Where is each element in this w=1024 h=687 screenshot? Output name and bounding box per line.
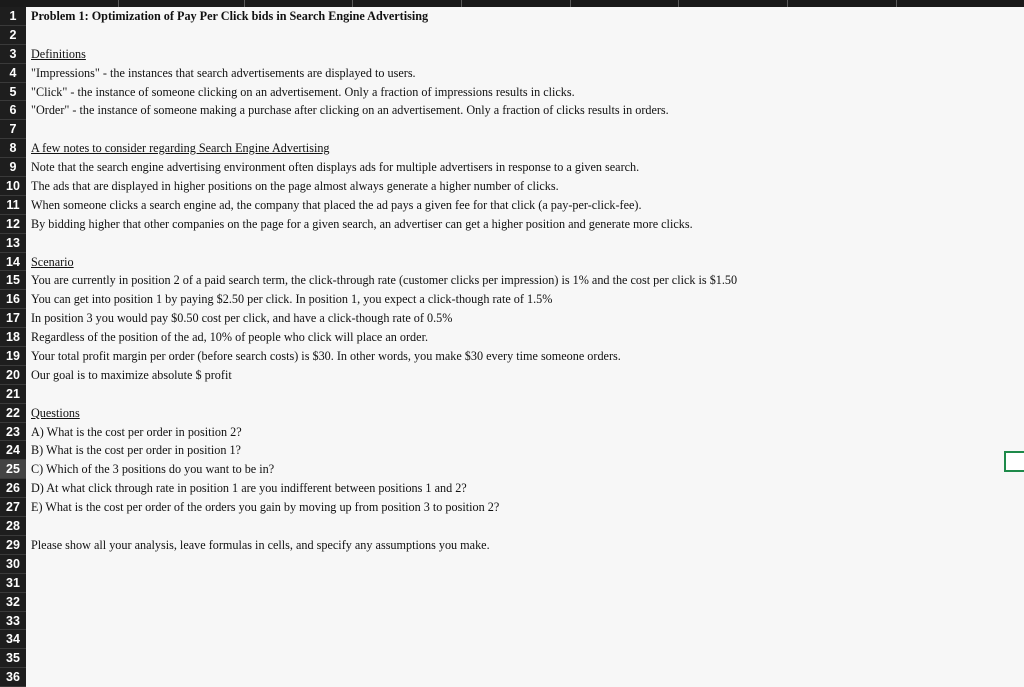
cell-a11[interactable]: When someone clicks a search engine ad, the company that placed the ad pays a given fee for that click (a pay-per-click-fee). [31,197,642,212]
cell-a10[interactable]: The ads that are displayed in higher positions on the page almost always generate a higher number of clicks. [31,179,559,194]
cell-a20[interactable]: Our goal is to maximize absolute $ profit [31,367,232,382]
row-number[interactable]: 27 [0,498,26,517]
sheet-row [0,385,1024,404]
cell-a31[interactable] [31,574,1024,593]
sheet-row [0,83,1024,102]
row-number[interactable]: 1 [0,7,26,26]
row-number[interactable]: 26 [0,479,26,498]
sheet-row [0,649,1024,668]
row-number[interactable]: 4 [0,64,26,83]
row-number[interactable]: 22 [0,404,26,423]
cell-a8[interactable]: A few notes to consider regarding Search Engine Advertising [31,141,330,156]
row-number[interactable]: 12 [0,215,26,234]
sheet-row [0,64,1024,83]
cell-a12[interactable]: By bidding higher that other companies on the page for a given search, an advertiser can get a higher position and generate more clicks. [31,216,693,231]
row-number[interactable]: 5 [0,83,26,102]
row-number[interactable]: 21 [0,385,26,404]
cell-a5[interactable]: "Click" - the instance of someone clicking on an advertisement. Only a fraction of impressions results in clicks. [31,84,575,99]
sheet-row [0,177,1024,196]
cell-a27[interactable]: E) What is the cost per order of the orders you gain by moving up from position 3 to position 2? [31,500,500,515]
row-number[interactable]: 32 [0,593,26,612]
row-number[interactable]: 28 [0,517,26,536]
row-number[interactable]: 18 [0,328,26,347]
row-number[interactable]: 13 [0,234,26,253]
sheet-row [0,404,1024,423]
cell-a1[interactable]: Problem 1: Optimization of Pay Per Click bids in Search Engine Advertising [31,9,429,23]
cell-a19[interactable]: Your total profit margin per order (before search costs) is $30. In other words, you make $30 every time someone orders. [31,349,621,364]
row-number[interactable]: 10 [0,177,26,196]
column-divider [461,0,462,7]
sheet-row [0,536,1024,555]
cell-a22[interactable]: Questions [31,405,80,420]
column-divider [244,0,245,7]
sheet-row [0,158,1024,177]
row-number[interactable]: 20 [0,366,26,385]
sheet-row [0,574,1024,593]
sheet-row [0,366,1024,385]
cell-a16[interactable]: You can get into position 1 by paying $2.50 per click. In position 1, you expect a click-though rate of 1.5% [31,292,553,307]
cell-a25[interactable]: C) Which of the 3 positions do you want to be in? [31,462,275,477]
cell-a30[interactable] [31,555,1024,574]
cell-a34[interactable] [31,630,1024,649]
row-number[interactable]: 36 [0,668,26,687]
sheet-row [0,234,1024,253]
sheet-row [0,479,1024,498]
row-number[interactable]: 7 [0,120,26,139]
sheet-row [0,196,1024,215]
sheet-row [0,347,1024,366]
row-number[interactable]: 34 [0,630,26,649]
cell-a32[interactable] [31,593,1024,612]
sheet-row [0,271,1024,290]
sheet-row [0,630,1024,649]
sheet-row [0,460,1024,479]
cell-a13[interactable] [31,234,1024,253]
row-number[interactable]: 30 [0,555,26,574]
spreadsheet-grid [0,7,1024,687]
cell-a23[interactable]: A) What is the cost per order in position 2? [31,424,242,439]
sheet-row [0,555,1024,574]
column-divider [118,0,119,7]
sheet-row [0,423,1024,442]
row-number[interactable]: 3 [0,45,26,64]
sheet-row [0,215,1024,234]
row-number[interactable]: 35 [0,649,26,668]
cell-a7[interactable] [31,120,1024,139]
cell-a35[interactable] [31,649,1024,668]
sheet-row [0,101,1024,120]
cell-a33[interactable] [31,612,1024,631]
column-divider [570,0,571,7]
row-number[interactable]: 2 [0,26,26,45]
sheet-row [0,26,1024,45]
row-number[interactable]: 15 [0,271,26,290]
sheet-row [0,309,1024,328]
row-number[interactable]: 29 [0,536,26,555]
row-number[interactable]: 17 [0,309,26,328]
sheet-row [0,517,1024,536]
cell-a21[interactable] [31,385,1024,404]
column-divider [352,0,353,7]
row-number[interactable]: 16 [0,290,26,309]
row-number[interactable]: 11 [0,196,26,215]
row-number[interactable]: 8 [0,139,26,158]
cell-a14[interactable]: Scenario [31,254,74,269]
column-header-bar [0,0,1024,7]
cell-a2[interactable] [31,26,1024,45]
sheet-row [0,290,1024,309]
selected-cell[interactable] [1004,451,1024,472]
sheet-row [0,45,1024,64]
cell-a9[interactable]: Note that the search engine advertising environment often displays ads for multiple advertisers in response to a given search. [31,160,640,175]
sheet-row [0,139,1024,158]
cell-a15[interactable]: You are currently in position 2 of a paid search term, the click-through rate (customer clicks per impression) is 1% and the cost per click is $1.50 [31,273,738,288]
sheet-row [0,328,1024,347]
cell-a29[interactable]: Please show all your analysis, leave formulas in cells, and specify any assumptions you make. [31,537,490,552]
cell-a28[interactable] [31,517,1024,536]
sheet-row [0,498,1024,517]
cell-a3[interactable]: Definitions [31,46,86,61]
sheet-row [0,120,1024,139]
column-divider [678,0,679,7]
sheet-row [0,441,1024,460]
row-number[interactable]: 14 [0,253,26,272]
sheet-row [0,612,1024,631]
cell-a24[interactable]: B) What is the cost per order in position 1? [31,443,241,458]
cell-a18[interactable]: Regardless of the position of the ad, 10% of people who click will place an order. [31,330,428,345]
row-number[interactable]: 23 [0,423,26,442]
row-number[interactable]: 24 [0,441,26,460]
cell-a26[interactable]: D) At what click through rate in position 1 are you indifferent between positions 1 and 2? [31,481,467,496]
sheet-row [0,7,1024,26]
cell-a36[interactable] [31,668,1024,687]
row-number[interactable]: 9 [0,158,26,177]
column-divider [787,0,788,7]
column-divider [896,0,897,7]
row-number[interactable]: 6 [0,101,26,120]
row-number[interactable]: 25 [0,460,26,479]
cell-a17[interactable]: In position 3 you would pay $0.50 cost per click, and have a click-though rate of 0.5% [31,311,453,326]
cell-a4[interactable]: "Impressions" - the instances that search advertisements are displayed to users. [31,65,416,80]
sheet-row [0,593,1024,612]
sheet-row [0,253,1024,272]
sheet-row [0,668,1024,687]
row-number[interactable]: 19 [0,347,26,366]
row-number[interactable]: 33 [0,612,26,631]
cell-a6[interactable]: "Order" - the instance of someone making a purchase after clicking on an advertisement. Only a fraction of clicks results in orders. [31,103,669,118]
row-number[interactable]: 31 [0,574,26,593]
